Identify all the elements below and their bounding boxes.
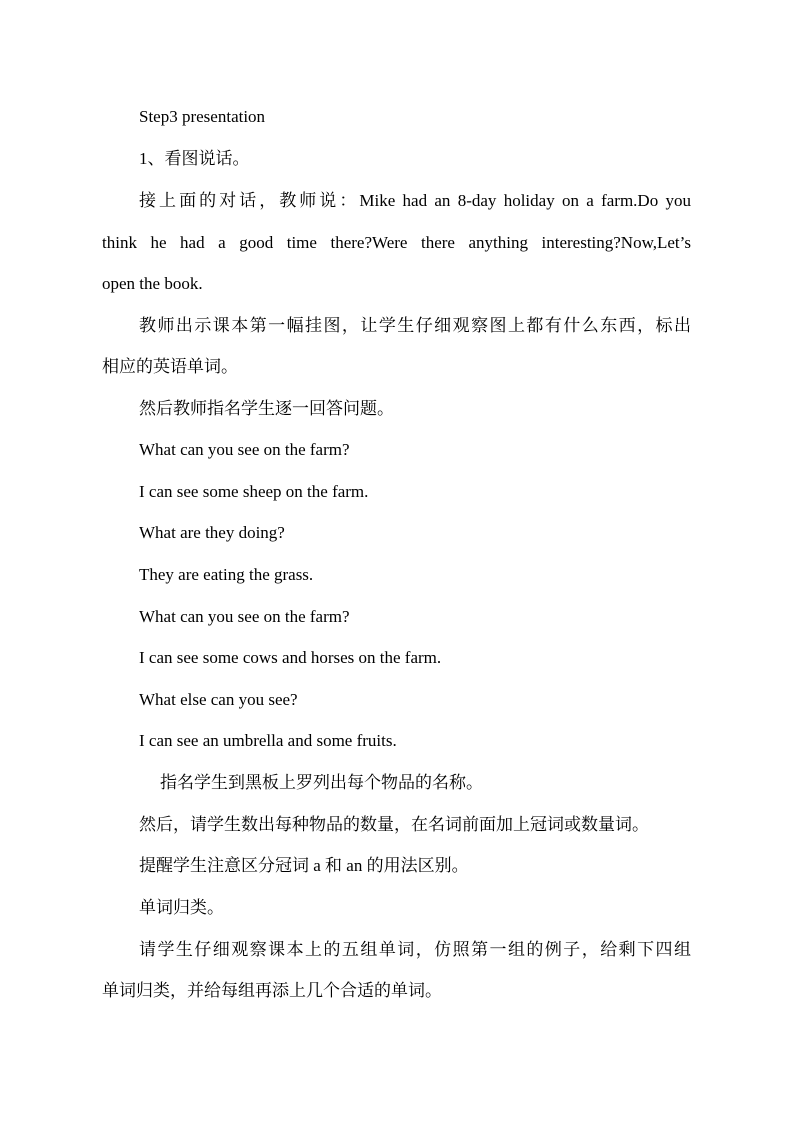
paragraph-articles: 提醒学生注意区分冠词 a 和 an 的用法区别。	[139, 856, 469, 875]
paragraph-classify-line-1: 请学生仔细观察课本上的五组单词，仿照第一组的例子，给剩下四组	[139, 940, 691, 959]
dialogue-line: I can see some cows and horses on the farm.	[139, 648, 442, 667]
paragraph-intro-line-1: 接上面的对话，教师说：Mike had an 8-day holiday on a farm.Do you	[139, 191, 691, 210]
dialogue-line: What else can you see?	[139, 690, 298, 709]
paragraph-questions: 然后教师指名学生逐一回答问题。	[139, 399, 394, 418]
section-title: 1、看图说话。	[139, 149, 250, 168]
dialogue-line: What can you see on the farm?	[139, 440, 350, 459]
paragraph-intro-line-3: open the book.	[102, 274, 203, 293]
dialogue-line: What are they doing?	[139, 523, 285, 542]
paragraph-classify-line-2: 单词归类，并给每组再添上几个合适的单词。	[102, 981, 442, 1000]
paragraph-picture-line-1: 教师出示课本第一幅挂图，让学生仔细观察图上都有什么东西，标出	[139, 316, 691, 335]
paragraph-intro-line-2: think he had a good time there?Were there anything interesting?Now,Let’s	[102, 233, 691, 252]
dialogue-line: What can you see on the farm?	[139, 607, 350, 626]
paragraph-classify-title: 单词归类。	[139, 898, 224, 917]
step-heading: Step3 presentation	[139, 107, 266, 126]
paragraph-blackboard: 指名学生到黑板上罗列出每个物品的名称。	[160, 773, 483, 792]
paragraph-picture-line-2: 相应的英语单词。	[102, 357, 238, 376]
dialogue-line: I can see some sheep on the farm.	[139, 482, 369, 501]
dialogue-line: They are eating the grass.	[139, 565, 314, 584]
dialogue-line: I can see an umbrella and some fruits.	[139, 731, 397, 750]
paragraph-count: 然后，请学生数出每种物品的数量，在名词前面加上冠词或数量词。	[139, 815, 649, 834]
